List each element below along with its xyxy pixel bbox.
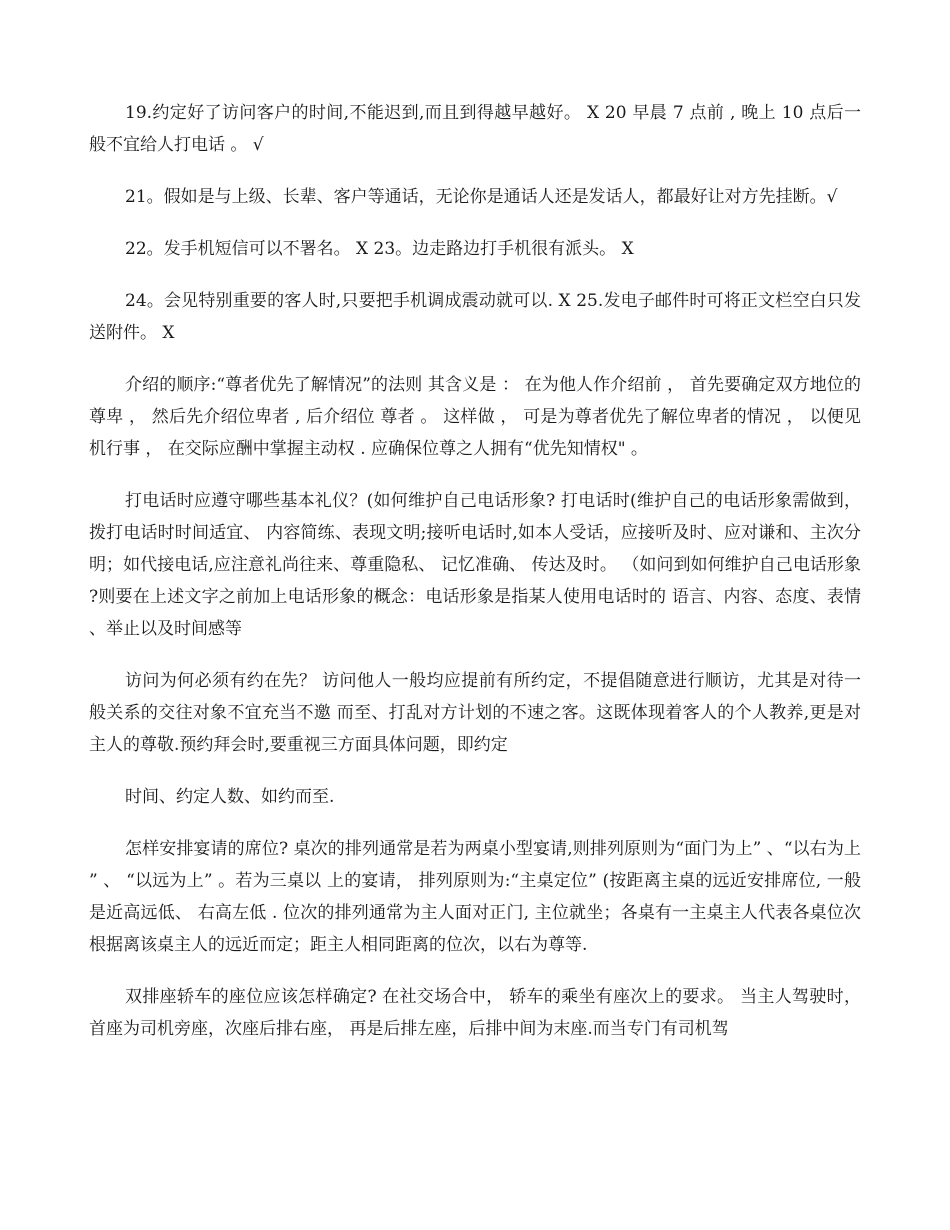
paragraph-car-seating: 双排座轿车的座位应该怎样确定? 在社交场合中， 轿车的乘坐有座次上的要求。 当主人驾驶时， 首座为司机旁座，次座后排右座， 再是后排左座，后排中间为末座.而当专门有司机驾: [89, 987, 861, 1039]
paragraph-items-22-23: 22。发手机短信可以不署名。 X 23。边走路边打手机很有派头。 X: [125, 239, 634, 259]
paragraph-introduction-order: 介绍的顺序:“尊者优先了解情况”的法则 其含义是 ： 在为他人作介绍前 ， 首先要确定双方地位的尊卑 ， 然后先介绍位卑者 , 后介绍位 尊者 。 这样做 ， 可是为尊者优先了解位卑者的情况 ， 以便见机行事 ， 在交际应酬中掌握主动权 . 应确保位尊之人拥有“优先知情权" 。: [89, 375, 861, 459]
paragraph-phone-visit-items-19-20: 19.约定好了访问客户的时间,不能迟到,而且到得越早越好。 X 20 早晨 7 点前 , 晚上 10 点后一般不宜给人打电话 。 √: [89, 103, 861, 155]
document-body: [89, 97, 861, 1065]
paragraph-items-24-25: 24。会见特别重要的客人时,只要把手机调成震动就可以. X 25.发电子邮件时可将正文栏空白只发送附件。 X: [89, 291, 861, 343]
paragraph-visit-appointment: 访问为何必须有约在先？ 访问他人一般均应提前有所约定，不提倡随意进行顺访，尤其是对待一般关系的交往对象不宜充当不邀 而至、打乱对方计划的不速之客。这既体现着客人的个人教养,更是对主人的尊敬.预约拜会时,要重视三方面具体问题，即约定: [89, 671, 861, 755]
paragraph-appointment-items: 时间、约定人数、如约而至.: [125, 787, 335, 807]
paragraph-banquet-seating: 怎样安排宴请的席位? 桌次的排列通常是若为两桌小型宴请,则排列原则为“面门为上” 、“以右为上” 、 “以远为上” 。若为三桌以 上的宴请， 排列原则为:“主桌定位” (按距离主桌的远近安排席位, 一般是近高远低、 右高左低 . 位次的排列通常为主人面对正门, 主位就坐；各桌有一主桌主人代表各桌位次根据离该桌主人的远近而定；距主人相同距离的位次，以右为尊等.: [89, 839, 861, 955]
paragraph-phone-etiquette: 打电话时应遵守哪些基本礼仪？(如何维护自己电话形象? 打电话时(维护自己的电话形象需做到，拨打电话时时间适宜、 内容简练、表现文明;接听电话时,如本人受话，应接听及时、应对谦和、主次分明；如代接电话,应注意礼尚往来、尊重隐私、 记忆准确、 传达及时。 （如问到如何维护自己电话形象?则要在上述文字之前加上电话形象的概念：电话形象是指某人使用电话时的 语言、内容、态度、表情、举止以及时间感等: [89, 491, 861, 639]
paragraph-item-21: 21。假如是与上级、长辈、客户等通话，无论你是通话人还是发话人，都最好让对方先挂断。√: [125, 187, 838, 207]
